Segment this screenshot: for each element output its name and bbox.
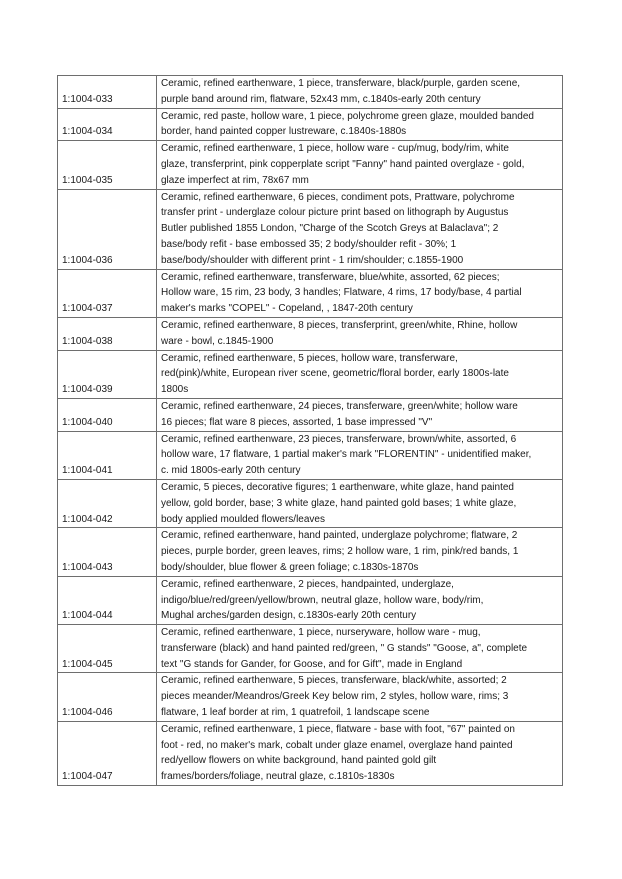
catalog-number: 1:1004-045 <box>58 625 157 673</box>
description-line: Ceramic, refined earthenware, 1 piece, transferware, black/purple, garden scene, <box>161 78 521 89</box>
item-description <box>157 673 563 721</box>
item-description <box>157 76 563 109</box>
catalog-number: 1:1004-042 <box>58 479 157 527</box>
catalog-number: 1:1004-036 <box>58 189 157 269</box>
item-description <box>157 479 563 527</box>
description-line: Ceramic, refined earthenware, 8 pieces, transferprint, green/white, Rhine, hollow <box>161 319 518 331</box>
description-line: Ceramic, refined earthenware, 1 piece, hollow ware - cup/mug, body/rim, white <box>161 143 509 155</box>
catalog-number: 1:1004-041 <box>58 431 157 479</box>
description-line: hollow ware, 17 flatware, 1 partial maker's mark "FLORENTIN" - unidentified maker, <box>161 449 532 461</box>
catalog-number: 1:1004-035 <box>58 141 157 189</box>
description-line: Ceramic, 5 pieces, decorative figures; 1 earthenware, white glaze, hand painted <box>161 481 514 493</box>
item-description <box>157 398 563 431</box>
description-line: 16 pieces; flat ware 8 pieces, assorted, 1 base impressed "V" <box>161 416 433 428</box>
description-line: ware - bowl, c.1845-1900 <box>161 335 274 347</box>
table-row <box>58 479 563 527</box>
table-row <box>58 431 563 479</box>
description-line: Ceramic, refined earthenware, 5 pieces, hollow ware, transferware, <box>161 352 458 364</box>
description-line: Ceramic, refined earthenware, transferware, blue/white, assorted, 62 pieces; <box>161 271 500 283</box>
table-row <box>58 141 563 189</box>
description-line: Butler published 1855 London, "Charge of the Scotch Greys at Balaclava"; 2 <box>161 223 499 235</box>
description-line: yellow, gold border, base; 3 white glaze, hand painted gold bases; 1 white glaze, <box>161 497 517 509</box>
table-row <box>58 625 563 673</box>
catalog-number: 1:1004-040 <box>58 398 157 431</box>
description-line: Hollow ware, 15 rim, 23 body, 3 handles; Flatware, 4 rims, 17 body/base, 4 partial <box>161 287 522 299</box>
catalog-table <box>57 75 563 786</box>
description-line: base/body/shoulder with different print - 1 rim/shoulder; c.1855-1900 <box>161 254 464 266</box>
description-line: text "G stands for Gander, for Goose, and for Gift", made in England <box>161 658 463 670</box>
description-line: red/yellow flowers on white background, hand painted gold gilt <box>161 755 437 767</box>
description-line: red(pink)/white, European river scene, geometric/floral border, early 1800s-late <box>161 368 509 380</box>
description-line: glaze, transferprint, pink copperplate script "Fanny" hand painted overglaze - gold, <box>161 158 525 170</box>
description-line: base/body refit - base embossed 35; 2 body/shoulder refit - 30%; 1 <box>161 238 457 250</box>
table-row <box>58 317 563 350</box>
description-line: Ceramic, refined earthenware, 1 piece, flatware - base with foot, "67" painted on <box>161 723 515 735</box>
description-line: Ceramic, refined earthenware, 5 pieces, transferware, black/white, assorted; 2 <box>161 675 507 687</box>
catalog-number: 1:1004-047 <box>58 721 157 785</box>
description-line: body/shoulder, blue flower & green foliage; c.1830s-1870s <box>161 561 419 573</box>
description-line: Ceramic, refined earthenware, 24 pieces, transferware, green/white; hollow ware <box>161 400 518 412</box>
description-line: Ceramic, refined earthenware, 2 pieces, handpainted, underglaze, <box>161 578 454 590</box>
description-line: transfer print - underglaze colour picture print based on lithograph by Augustus <box>161 207 509 219</box>
item-description <box>157 269 563 317</box>
description-line: pieces, purple border, green leaves, rims; 2 hollow ware, 1 rim, pink/red bands, 1 <box>161 546 519 558</box>
description-line: pieces meander/Meandros/Greek Key below rim, 2 styles, hollow ware, rims; 3 <box>161 691 509 703</box>
catalog-number: 1:1004-039 <box>58 350 157 398</box>
item-description <box>157 350 563 398</box>
description-line: Mughal arches/garden design, c.1830s-early 20th century <box>161 610 417 622</box>
description-line: foot - red, no maker's mark, cobalt under glaze enamel, overglaze hand painted <box>161 739 513 751</box>
description-line: purple band around rim, flatware, 52x43 mm, c.1840s-early 20th century <box>161 93 481 105</box>
catalog-number: 1:1004-038 <box>58 317 157 350</box>
item-description <box>157 141 563 189</box>
description-line: maker's marks "COPEL" - Copeland, , 1847-20th century <box>161 303 413 315</box>
description-line: Ceramic, refined earthenware, 1 piece, nurseryware, hollow ware - mug, <box>161 627 481 639</box>
item-description <box>157 721 563 785</box>
table-row <box>58 108 563 141</box>
catalog-number: 1:1004-037 <box>58 269 157 317</box>
table-row <box>58 189 563 269</box>
table-row <box>58 269 563 317</box>
table-row <box>58 398 563 431</box>
table-row <box>58 76 563 109</box>
catalog-number: 1:1004-043 <box>58 528 157 576</box>
catalog-number: 1:1004-044 <box>58 576 157 624</box>
description-line: Ceramic, refined earthenware, hand painted, underglaze polychrome; flatware, 2 <box>161 530 518 542</box>
catalog-number: 1:1004-034 <box>58 108 157 141</box>
item-description <box>157 625 563 673</box>
item-description <box>157 576 563 624</box>
description-line: flatware, 1 leaf border at rim, 1 quatrefoil, 1 landscape scene <box>161 707 430 719</box>
table-row <box>58 721 563 785</box>
item-description <box>157 189 563 269</box>
item-description <box>157 317 563 350</box>
description-line: Ceramic, refined earthenware, 23 pieces, transferware, brown/white, assorted, 6 <box>161 433 517 445</box>
description-line: Ceramic, red paste, hollow ware, 1 piece, polychrome green glaze, moulded banded <box>161 110 534 122</box>
description-line: c. mid 1800s-early 20th century <box>161 465 301 477</box>
item-description <box>157 108 563 141</box>
table-row <box>58 673 563 721</box>
item-description <box>157 528 563 576</box>
description-line: glaze imperfect at rim, 78x67 mm <box>161 174 309 186</box>
catalog-number: 1:1004-033 <box>58 76 157 109</box>
description-line: transferware (black) and hand painted red/green, " G stands" "Goose, a", complete <box>161 642 528 654</box>
table-row <box>58 350 563 398</box>
description-line: 1800s <box>161 384 189 396</box>
table-row <box>58 576 563 624</box>
description-line: indigo/blue/red/green/yellow/brown, neutral glaze, hollow ware, body/rim, <box>161 594 484 606</box>
description-line: body applied moulded flowers/leaves <box>161 513 325 525</box>
item-description <box>157 431 563 479</box>
description-line: border, hand painted copper lustreware, c.1840s-1880s <box>161 126 407 138</box>
description-line: Ceramic, refined earthenware, 6 pieces, condiment pots, Prattware, polychrome <box>161 191 515 203</box>
table-row <box>58 528 563 576</box>
description-line: frames/borders/foliage, neutral glaze, c.1810s-1830s <box>161 771 395 783</box>
catalog-table-body <box>58 76 563 786</box>
catalog-number: 1:1004-046 <box>58 673 157 721</box>
